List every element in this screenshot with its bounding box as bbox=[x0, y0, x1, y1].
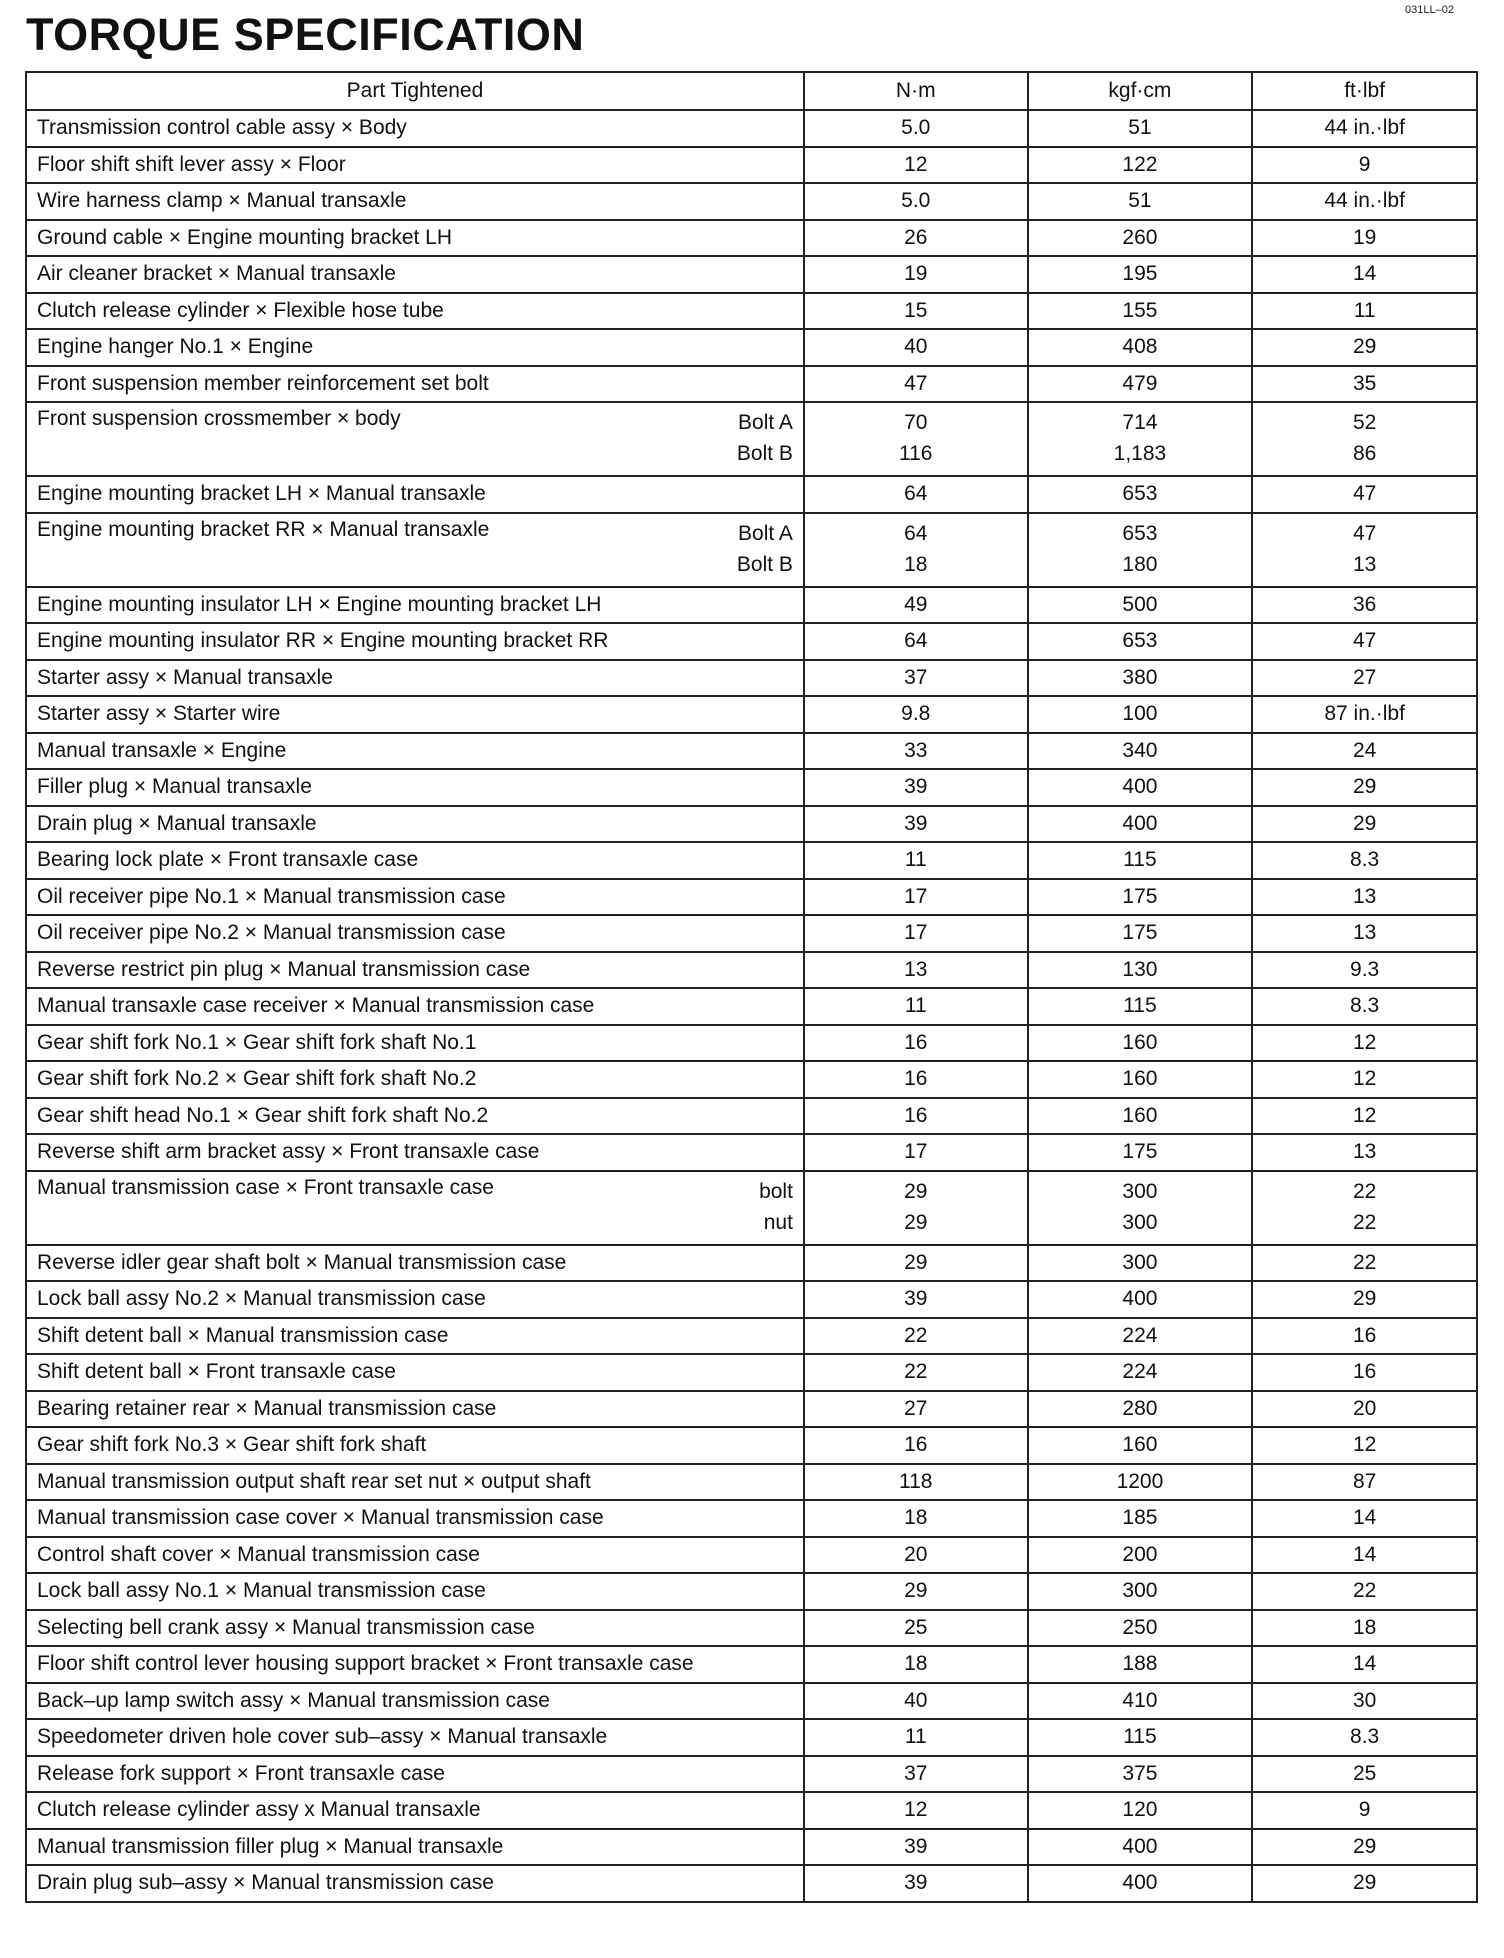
table-row bbox=[26, 1683, 1477, 1720]
table-row bbox=[26, 513, 1477, 587]
nm-cell: 11 bbox=[804, 842, 1028, 879]
table-row bbox=[26, 402, 1477, 476]
sub-label: Bolt A bbox=[738, 411, 793, 434]
ft-cell: 36 bbox=[1252, 587, 1477, 624]
kgf-cell: 400 bbox=[1028, 1865, 1253, 1902]
ft-cell: 25 bbox=[1252, 1756, 1477, 1793]
kgf-cell: 224 bbox=[1028, 1318, 1253, 1355]
table-row bbox=[26, 988, 1477, 1025]
table-row bbox=[26, 696, 1477, 733]
sub-label: nut bbox=[763, 1210, 793, 1234]
table-row bbox=[26, 1500, 1477, 1537]
nm-cell: 49 bbox=[804, 587, 1028, 624]
ft-cell: 29 bbox=[1252, 1865, 1477, 1902]
part-name: Manual transmission case × Front transaxle case bbox=[37, 1175, 494, 1199]
kgf-cell bbox=[1028, 513, 1253, 587]
kgf-cell: 380 bbox=[1028, 660, 1253, 697]
table-row bbox=[26, 476, 1477, 513]
nm-cell: 12 bbox=[804, 1792, 1028, 1829]
part-cell: Gear shift fork No.3 × Gear shift fork shaft bbox=[26, 1427, 804, 1464]
part-cell: Transmission control cable assy × Body bbox=[26, 110, 804, 147]
nm-cell: 39 bbox=[804, 1829, 1028, 1866]
kgf-cell: 175 bbox=[1028, 915, 1253, 952]
ft-cell: 9 bbox=[1252, 1792, 1477, 1829]
part-cell: Shift detent ball × Manual transmission case bbox=[26, 1318, 804, 1355]
table-row bbox=[26, 1354, 1477, 1391]
nm-cell: 25 bbox=[804, 1610, 1028, 1647]
nm-cell: 26 bbox=[804, 220, 1028, 257]
table-row bbox=[26, 220, 1477, 257]
table-row bbox=[26, 1829, 1477, 1866]
part-cell: Engine mounting insulator RR × Engine mounting bracket RR bbox=[26, 623, 804, 660]
table-row bbox=[26, 1391, 1477, 1428]
part-cell: Gear shift fork No.1 × Gear shift fork shaft No.1 bbox=[26, 1025, 804, 1062]
kgf-cell: 122 bbox=[1028, 147, 1253, 184]
nm-cell: 18 bbox=[804, 1646, 1028, 1683]
ft-cell: 22 bbox=[1252, 1245, 1477, 1282]
table-row bbox=[26, 1865, 1477, 1902]
table-row bbox=[26, 1537, 1477, 1574]
table-row bbox=[26, 952, 1477, 989]
ft-cell: 14 bbox=[1252, 256, 1477, 293]
ft-cell: 87 bbox=[1252, 1464, 1477, 1501]
part-cell: Starter assy × Starter wire bbox=[26, 696, 804, 733]
table-row bbox=[26, 1061, 1477, 1098]
ft-cell bbox=[1252, 1171, 1477, 1245]
kgf-cell: 653 bbox=[1028, 623, 1253, 660]
part-cell: Lock ball assy No.2 × Manual transmission case bbox=[26, 1281, 804, 1318]
kgf-cell bbox=[1028, 402, 1253, 476]
nm-cell: 16 bbox=[804, 1061, 1028, 1098]
ft-cell: 13 bbox=[1252, 879, 1477, 916]
part-name: Engine mounting bracket RR × Manual transaxle bbox=[37, 517, 490, 541]
header-ft-lbf: ft·lbf bbox=[1252, 72, 1477, 110]
nm-cell: 37 bbox=[804, 660, 1028, 697]
part-cell: Reverse idler gear shaft bolt × Manual transmission case bbox=[26, 1245, 804, 1282]
ft-value: 13 bbox=[1352, 552, 1377, 576]
ft-cell: 12 bbox=[1252, 1061, 1477, 1098]
nm-cell: 39 bbox=[804, 1281, 1028, 1318]
table-row bbox=[26, 1171, 1477, 1245]
ft-cell: 8.3 bbox=[1252, 842, 1477, 879]
table-row bbox=[26, 1245, 1477, 1282]
kgf-cell: 115 bbox=[1028, 842, 1253, 879]
part-cell: Reverse shift arm bracket assy × Front transaxle case bbox=[26, 1134, 804, 1171]
table-row bbox=[26, 1610, 1477, 1647]
nm-cell: 16 bbox=[804, 1098, 1028, 1135]
kgf-cell: 260 bbox=[1028, 220, 1253, 257]
kgf-cell: 653 bbox=[1028, 476, 1253, 513]
document-code: 031LL–02 bbox=[1405, 4, 1454, 16]
nm-cell: 11 bbox=[804, 1719, 1028, 1756]
kgf-cell: 400 bbox=[1028, 769, 1253, 806]
kgf-cell: 200 bbox=[1028, 1537, 1253, 1574]
nm-cell: 12 bbox=[804, 147, 1028, 184]
table-row bbox=[26, 1756, 1477, 1793]
table-row bbox=[26, 183, 1477, 220]
ft-cell: 44 in.·lbf bbox=[1252, 110, 1477, 147]
header-nm: N·m bbox=[804, 72, 1028, 110]
part-cell: Filler plug × Manual transaxle bbox=[26, 769, 804, 806]
kgf-cell: 410 bbox=[1028, 1683, 1253, 1720]
ft-cell: 8.3 bbox=[1252, 988, 1477, 1025]
part-cell: Gear shift head No.1 × Gear shift fork shaft No.2 bbox=[26, 1098, 804, 1135]
nm-value: 116 bbox=[899, 442, 933, 465]
ft-cell: 35 bbox=[1252, 366, 1477, 403]
table-row bbox=[26, 915, 1477, 952]
ft-cell: 29 bbox=[1252, 1829, 1477, 1866]
nm-cell: 47 bbox=[804, 366, 1028, 403]
ft-value: 22 bbox=[1352, 1179, 1377, 1203]
nm-cell: 16 bbox=[804, 1025, 1028, 1062]
kgf-cell: 120 bbox=[1028, 1792, 1253, 1829]
sub-label: Bolt B bbox=[736, 552, 793, 576]
nm-cell: 19 bbox=[804, 256, 1028, 293]
table-row bbox=[26, 1792, 1477, 1829]
nm-cell: 22 bbox=[804, 1354, 1028, 1391]
table-row bbox=[26, 623, 1477, 660]
ft-cell: 14 bbox=[1252, 1500, 1477, 1537]
ft-cell: 12 bbox=[1252, 1025, 1477, 1062]
nm-value: 29 bbox=[904, 1210, 928, 1234]
part-cell: Engine mounting insulator LH × Engine mounting bracket LH bbox=[26, 587, 804, 624]
ft-cell bbox=[1252, 513, 1477, 587]
nm-cell: 22 bbox=[804, 1318, 1028, 1355]
torque-table bbox=[25, 71, 1478, 1903]
kgf-cell: 400 bbox=[1028, 1829, 1253, 1866]
kgf-cell: 155 bbox=[1028, 293, 1253, 330]
table-row bbox=[26, 660, 1477, 697]
kgf-cell: 224 bbox=[1028, 1354, 1253, 1391]
part-cell: Air cleaner bracket × Manual transaxle bbox=[26, 256, 804, 293]
nm-cell: 39 bbox=[804, 769, 1028, 806]
kgf-cell: 375 bbox=[1028, 1756, 1253, 1793]
kgf-cell: 250 bbox=[1028, 1610, 1253, 1647]
kgf-cell: 400 bbox=[1028, 806, 1253, 843]
nm-cell: 39 bbox=[804, 1865, 1028, 1902]
ft-cell: 22 bbox=[1252, 1573, 1477, 1610]
ft-cell: 9 bbox=[1252, 147, 1477, 184]
nm-cell: 64 bbox=[804, 476, 1028, 513]
part-cell bbox=[26, 1171, 804, 1245]
part-cell: Floor shift shift lever assy × Floor bbox=[26, 147, 804, 184]
part-cell bbox=[26, 513, 804, 587]
nm-cell: 20 bbox=[804, 1537, 1028, 1574]
part-cell: Starter assy × Manual transaxle bbox=[26, 660, 804, 697]
table-row bbox=[26, 1025, 1477, 1062]
header-kgf-cm: kgf·cm bbox=[1028, 72, 1253, 110]
ft-value: 47 bbox=[1352, 521, 1377, 545]
part-name: Front suspension crossmember × body bbox=[37, 407, 401, 430]
sub-label: bolt bbox=[759, 1179, 793, 1203]
kgf-cell: 160 bbox=[1028, 1098, 1253, 1135]
table-row bbox=[26, 733, 1477, 770]
nm-cell: 37 bbox=[804, 1756, 1028, 1793]
nm-cell: 15 bbox=[804, 293, 1028, 330]
ft-cell: 29 bbox=[1252, 329, 1477, 366]
ft-value: 86 bbox=[1352, 442, 1377, 465]
nm-cell bbox=[804, 1171, 1028, 1245]
ft-cell: 18 bbox=[1252, 1610, 1477, 1647]
kgf-value: 180 bbox=[1122, 552, 1158, 576]
kgf-cell: 500 bbox=[1028, 587, 1253, 624]
part-cell: Oil receiver pipe No.2 × Manual transmission case bbox=[26, 915, 804, 952]
kgf-cell: 300 bbox=[1028, 1573, 1253, 1610]
nm-cell: 29 bbox=[804, 1573, 1028, 1610]
table-row bbox=[26, 1281, 1477, 1318]
part-cell: Manual transmission output shaft rear set nut × output shaft bbox=[26, 1464, 804, 1501]
ft-cell: 14 bbox=[1252, 1646, 1477, 1683]
ft-cell: 29 bbox=[1252, 806, 1477, 843]
table-row bbox=[26, 329, 1477, 366]
part-cell: Reverse restrict pin plug × Manual transmission case bbox=[26, 952, 804, 989]
nm-cell: 11 bbox=[804, 988, 1028, 1025]
part-cell: Control shaft cover × Manual transmission case bbox=[26, 1537, 804, 1574]
nm-cell: 9.8 bbox=[804, 696, 1028, 733]
kgf-cell: 280 bbox=[1028, 1391, 1253, 1428]
kgf-cell: 408 bbox=[1028, 329, 1253, 366]
part-cell: Manual transmission filler plug × Manual transaxle bbox=[26, 1829, 804, 1866]
kgf-cell: 479 bbox=[1028, 366, 1253, 403]
ft-cell: 30 bbox=[1252, 1683, 1477, 1720]
ft-cell: 14 bbox=[1252, 1537, 1477, 1574]
part-cell: Engine mounting bracket LH × Manual transaxle bbox=[26, 476, 804, 513]
nm-cell: 5.0 bbox=[804, 183, 1028, 220]
nm-cell: 118 bbox=[804, 1464, 1028, 1501]
nm-cell: 40 bbox=[804, 329, 1028, 366]
part-cell: Oil receiver pipe No.1 × Manual transmission case bbox=[26, 879, 804, 916]
nm-cell bbox=[804, 402, 1028, 476]
part-cell: Selecting bell crank assy × Manual transmission case bbox=[26, 1610, 804, 1647]
ft-cell: 19 bbox=[1252, 220, 1477, 257]
kgf-cell: 160 bbox=[1028, 1025, 1253, 1062]
table-row bbox=[26, 293, 1477, 330]
part-cell: Clutch release cylinder assy x Manual transaxle bbox=[26, 1792, 804, 1829]
part-cell: Lock ball assy No.1 × Manual transmission case bbox=[26, 1573, 804, 1610]
part-cell: Engine hanger No.1 × Engine bbox=[26, 329, 804, 366]
nm-cell: 39 bbox=[804, 806, 1028, 843]
kgf-value: 653 bbox=[1122, 521, 1158, 545]
nm-cell: 17 bbox=[804, 915, 1028, 952]
table-row bbox=[26, 1573, 1477, 1610]
part-cell: Front suspension member reinforcement set bolt bbox=[26, 366, 804, 403]
nm-cell: 33 bbox=[804, 733, 1028, 770]
kgf-cell: 160 bbox=[1028, 1427, 1253, 1464]
kgf-cell: 130 bbox=[1028, 952, 1253, 989]
nm-value: 70 bbox=[904, 411, 928, 434]
table-header-row bbox=[26, 72, 1477, 110]
part-cell: Drain plug × Manual transaxle bbox=[26, 806, 804, 843]
kgf-cell: 160 bbox=[1028, 1061, 1253, 1098]
kgf-cell: 51 bbox=[1028, 110, 1253, 147]
kgf-value: 1,183 bbox=[1113, 442, 1167, 465]
kgf-value: 300 bbox=[1122, 1210, 1158, 1234]
part-cell bbox=[26, 402, 804, 476]
part-cell: Clutch release cylinder × Flexible hose tube bbox=[26, 293, 804, 330]
ft-cell: 12 bbox=[1252, 1098, 1477, 1135]
table-row bbox=[26, 1318, 1477, 1355]
table-row bbox=[26, 1427, 1477, 1464]
page-title: TORQUE SPECIFICATION bbox=[26, 9, 585, 60]
part-cell: Release fork support × Front transaxle case bbox=[26, 1756, 804, 1793]
ft-cell: 29 bbox=[1252, 769, 1477, 806]
ft-cell: 47 bbox=[1252, 476, 1477, 513]
part-cell: Manual transmission case cover × Manual transmission case bbox=[26, 1500, 804, 1537]
kgf-cell: 115 bbox=[1028, 1719, 1253, 1756]
nm-cell: 5.0 bbox=[804, 110, 1028, 147]
part-cell: Floor shift control lever housing support bracket × Front transaxle case bbox=[26, 1646, 804, 1683]
nm-cell: 64 bbox=[804, 623, 1028, 660]
nm-cell: 29 bbox=[804, 1245, 1028, 1282]
part-cell: Speedometer driven hole cover sub–assy × Manual transaxle bbox=[26, 1719, 804, 1756]
nm-value: 64 bbox=[904, 521, 928, 545]
kgf-cell: 185 bbox=[1028, 1500, 1253, 1537]
table-row bbox=[26, 879, 1477, 916]
table-row bbox=[26, 366, 1477, 403]
nm-cell: 17 bbox=[804, 1134, 1028, 1171]
ft-cell: 9.3 bbox=[1252, 952, 1477, 989]
nm-cell bbox=[804, 513, 1028, 587]
table-row bbox=[26, 1646, 1477, 1683]
ft-cell: 47 bbox=[1252, 623, 1477, 660]
ft-cell: 27 bbox=[1252, 660, 1477, 697]
kgf-cell: 188 bbox=[1028, 1646, 1253, 1683]
ft-cell: 87 in.·lbf bbox=[1252, 696, 1477, 733]
nm-cell: 27 bbox=[804, 1391, 1028, 1428]
sub-label: Bolt A bbox=[738, 521, 793, 545]
kgf-cell: 51 bbox=[1028, 183, 1253, 220]
table-row bbox=[26, 1134, 1477, 1171]
kgf-cell: 175 bbox=[1028, 1134, 1253, 1171]
kgf-cell: 100 bbox=[1028, 696, 1253, 733]
table-row bbox=[26, 256, 1477, 293]
ft-value: 52 bbox=[1352, 411, 1377, 434]
nm-cell: 40 bbox=[804, 1683, 1028, 1720]
ft-cell: 13 bbox=[1252, 915, 1477, 952]
ft-cell: 11 bbox=[1252, 293, 1477, 330]
ft-cell: 44 in.·lbf bbox=[1252, 183, 1477, 220]
kgf-cell bbox=[1028, 1171, 1253, 1245]
table-body bbox=[26, 110, 1477, 1902]
part-cell: Gear shift fork No.2 × Gear shift fork shaft No.2 bbox=[26, 1061, 804, 1098]
ft-cell: 20 bbox=[1252, 1391, 1477, 1428]
kgf-cell: 195 bbox=[1028, 256, 1253, 293]
part-cell: Shift detent ball × Front transaxle case bbox=[26, 1354, 804, 1391]
part-cell: Manual transaxle case receiver × Manual transmission case bbox=[26, 988, 804, 1025]
ft-cell: 8.3 bbox=[1252, 1719, 1477, 1756]
kgf-cell: 115 bbox=[1028, 988, 1253, 1025]
part-cell: Back–up lamp switch assy × Manual transmission case bbox=[26, 1683, 804, 1720]
table-row bbox=[26, 769, 1477, 806]
ft-cell: 29 bbox=[1252, 1281, 1477, 1318]
nm-cell: 16 bbox=[804, 1427, 1028, 1464]
part-cell: Drain plug sub–assy × Manual transmission case bbox=[26, 1865, 804, 1902]
kgf-cell: 175 bbox=[1028, 879, 1253, 916]
table-row bbox=[26, 842, 1477, 879]
table-row bbox=[26, 1098, 1477, 1135]
kgf-cell: 300 bbox=[1028, 1245, 1253, 1282]
kgf-cell: 1200 bbox=[1028, 1464, 1253, 1501]
part-cell: Bearing retainer rear × Manual transmission case bbox=[26, 1391, 804, 1428]
kgf-value: 300 bbox=[1122, 1179, 1158, 1203]
nm-value: 29 bbox=[904, 1179, 928, 1203]
ft-cell: 16 bbox=[1252, 1318, 1477, 1355]
kgf-cell: 340 bbox=[1028, 733, 1253, 770]
part-cell: Wire harness clamp × Manual transaxle bbox=[26, 183, 804, 220]
table-row bbox=[26, 147, 1477, 184]
nm-cell: 18 bbox=[804, 1500, 1028, 1537]
part-cell: Manual transaxle × Engine bbox=[26, 733, 804, 770]
nm-cell: 13 bbox=[804, 952, 1028, 989]
nm-value: 18 bbox=[904, 552, 928, 576]
nm-cell: 17 bbox=[804, 879, 1028, 916]
ft-cell: 24 bbox=[1252, 733, 1477, 770]
table-row bbox=[26, 1464, 1477, 1501]
part-cell: Bearing lock plate × Front transaxle case bbox=[26, 842, 804, 879]
kgf-value: 714 bbox=[1122, 411, 1158, 434]
kgf-cell: 400 bbox=[1028, 1281, 1253, 1318]
table-row bbox=[26, 110, 1477, 147]
ft-cell: 16 bbox=[1252, 1354, 1477, 1391]
ft-value: 22 bbox=[1352, 1210, 1377, 1234]
sub-label: Bolt B bbox=[736, 442, 793, 465]
ft-cell: 12 bbox=[1252, 1427, 1477, 1464]
table-row bbox=[26, 806, 1477, 843]
part-cell: Ground cable × Engine mounting bracket LH bbox=[26, 220, 804, 257]
header-part-tightened: Part Tightened bbox=[26, 72, 804, 110]
ft-cell bbox=[1252, 402, 1477, 476]
table-row bbox=[26, 1719, 1477, 1756]
ft-cell: 13 bbox=[1252, 1134, 1477, 1171]
table-row bbox=[26, 587, 1477, 624]
